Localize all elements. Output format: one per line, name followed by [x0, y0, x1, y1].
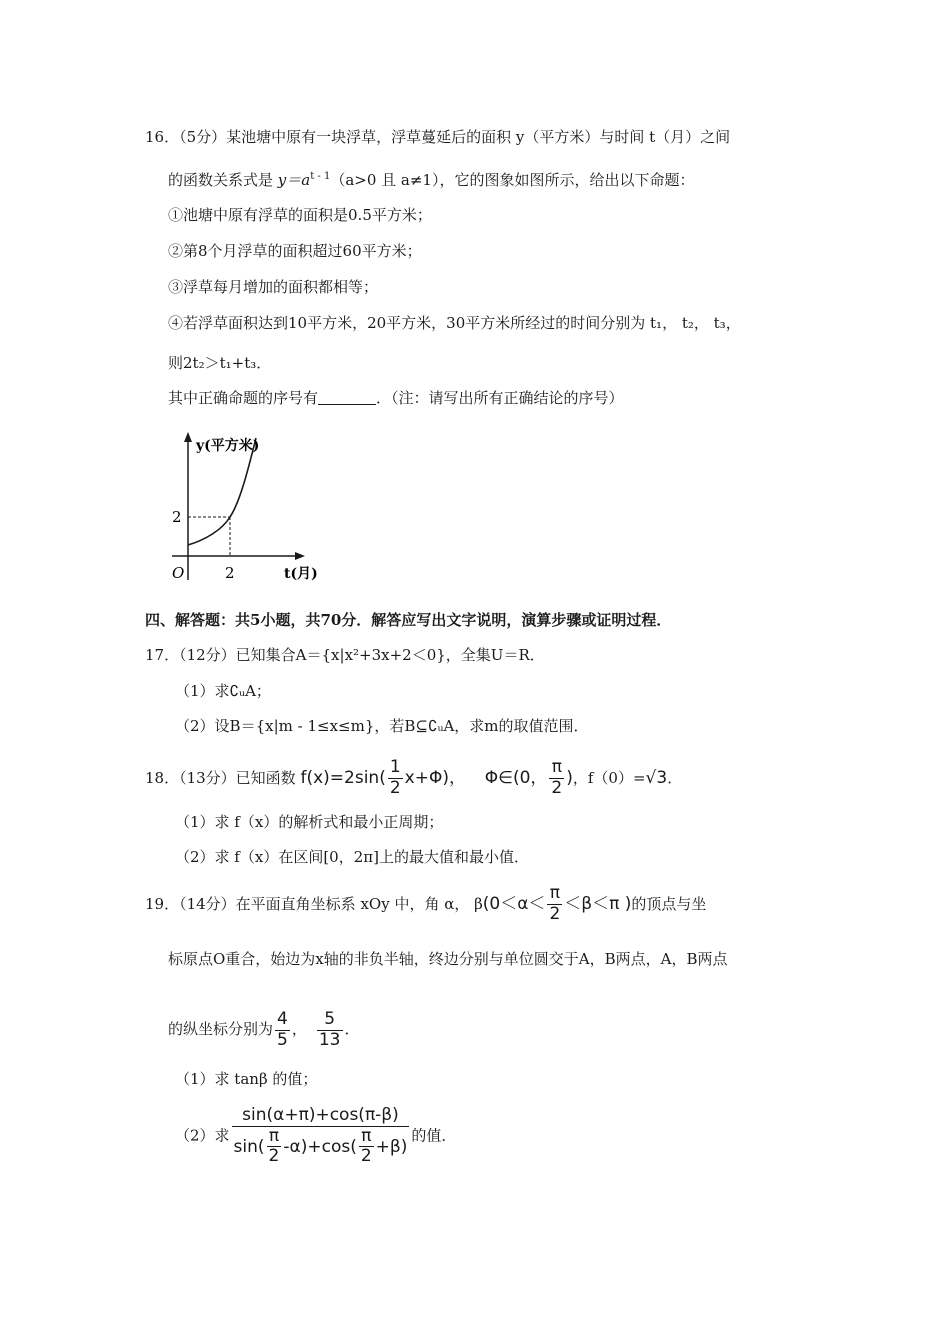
q17-part1: （1）求∁ᵤA；	[175, 682, 271, 700]
q18-stem-pre: 18．（13分）已知函数	[145, 769, 296, 788]
graph-origin: O	[172, 564, 185, 582]
q19-den-two1: 2	[268, 1146, 280, 1167]
q18-f0-end: ．	[667, 769, 683, 788]
x-axis-arrow-icon	[295, 552, 305, 560]
q19-big-num: sin(α+π)+cos(π-β)	[232, 1106, 410, 1127]
q16-line1: 16．（5分）某池塘中原有一块浮草，浮草蔓延后的面积 y（平方米）与时间 t（月）之间	[145, 128, 731, 146]
q16-prop-3: ③浮草每月增加的面积都相等；	[168, 278, 379, 296]
q19-a-num: 4	[277, 1009, 288, 1029]
graph-ylabel: y(平方米)	[196, 438, 260, 454]
q19-den-c: +β)	[375, 1136, 408, 1157]
q19-den-b: -α)+cos(	[283, 1136, 357, 1157]
q18-stem	[145, 758, 682, 798]
q16-prop-1: ①池塘中原有浮草的面积是0.5平方米；	[168, 206, 432, 224]
q19-big-fraction	[232, 1106, 410, 1167]
q18-f-pre: f(x)=2sin(	[300, 768, 386, 789]
q16-ask-pre: 其中正确命题的序号有	[168, 389, 319, 407]
q17-stem: 17．（12分）已知集合A＝{x|x²+3x+2＜0}，全集U＝R．	[145, 646, 545, 664]
q19-den-two2: 2	[360, 1146, 372, 1167]
q16-line2-post: （a>0 且 a≠1），它的图象如图所示，给出以下命题：	[330, 171, 695, 189]
q19-part2	[175, 1106, 456, 1167]
q18-half-fraction	[388, 758, 403, 798]
q19-line3	[168, 1010, 360, 1050]
graph-xlabel: t(月)	[284, 566, 318, 582]
q18-part2: （2）求 f（x）在区间[0，2π]上的最大值和最小值．	[175, 848, 529, 866]
q18-f0-pre: ，f（0）=	[572, 769, 646, 788]
q16-ask	[168, 389, 624, 407]
q19-line2: 标原点O重合，始边为x轴的非负半轴，终边分别与单位圆交于A，B两点，A，B两点	[168, 950, 728, 968]
q19-den-pi1: π	[267, 1127, 282, 1148]
q16-formula: y＝a	[277, 171, 311, 189]
q18-phi-den: 2	[551, 777, 563, 798]
q19-part1: （1）求 tanβ 的值；	[175, 1070, 318, 1088]
q18-phi-post: )	[566, 768, 573, 789]
q19-pi-half	[547, 884, 562, 924]
q16-prop-4-cont: 则2t₂＞t₁+t₃．	[168, 354, 272, 372]
q18-phi-range	[484, 757, 573, 798]
q19-frac-4-5	[275, 1010, 290, 1050]
q19-b-num: 5	[317, 1010, 343, 1031]
q18-part1: （1）求 f（x）的解析式和最小正周期；	[175, 813, 444, 831]
q19-line3-end: ．	[344, 1020, 360, 1039]
growth-curve	[188, 438, 256, 545]
q18-phi-pre: Φ∈(0，	[484, 768, 548, 789]
q19-cond-post: ＜β＜π )	[564, 894, 632, 915]
q19-stem-post: 的顶点与坐	[631, 895, 707, 914]
q18-f-num: 1	[389, 757, 401, 777]
q16-exponent: t - 1	[310, 171, 331, 182]
q18-pi-half	[549, 758, 564, 798]
q16-prop-2: ②第8个月浮草的面积超过60平方米；	[168, 242, 422, 260]
graph-ytick: 2	[172, 508, 182, 526]
q19-b-den: 13	[318, 1029, 341, 1050]
q18-sqrt3: √3	[645, 768, 668, 789]
q19-big-den	[232, 1127, 410, 1167]
q16-line2-pre: 的函数关系式是	[168, 171, 278, 189]
q19-sep: ，	[291, 1020, 307, 1039]
q19-den-pi-half-2	[359, 1127, 374, 1167]
y-axis-arrow-icon	[184, 432, 192, 442]
q19-line3-pre: 的纵坐标分别为	[168, 1020, 274, 1039]
graph-xtick: 2	[225, 564, 235, 582]
q16-prop-4: ④若浮草面积达到10平方米，20平方米，30平方米所经过的时间分别为 t₁， t₂， t₃，	[168, 314, 741, 332]
q19-den-pi-half-1	[267, 1127, 282, 1167]
q19-angle-condition	[482, 883, 632, 924]
q19-cond-num: π	[547, 884, 562, 905]
answer-blank	[318, 390, 376, 405]
q19-den-a: sin(	[233, 1136, 265, 1157]
q19-part2-pre: （2）求	[175, 1126, 230, 1145]
section-heading: 四、解答题：共5小题，共70分．解答应写出文字说明，演算步骤或证明过程．	[145, 611, 672, 629]
q19-stem-pre: 19．（14分）在平面直角坐标系 xOy 中，角 α， β	[145, 895, 483, 914]
q16-ask-post: ．（注：请写出所有正确结论的序号）	[376, 389, 624, 407]
q19-cond-pre: (0＜α＜	[482, 894, 546, 915]
q19-cond-den: 2	[549, 903, 561, 924]
q19-part2-post: 的值．	[411, 1126, 457, 1145]
q16-graph	[160, 430, 350, 590]
q19-a-den: 5	[277, 1029, 288, 1050]
q19-den-pi2: π	[359, 1127, 374, 1148]
q19-stem	[145, 884, 706, 924]
q18-function	[300, 757, 466, 798]
q16-line2	[168, 171, 694, 189]
q18-f-den: 2	[389, 777, 401, 798]
q19-frac-5-13	[317, 1010, 343, 1050]
q18-f-post: x+Φ)，	[404, 768, 466, 789]
q18-phi-num: π	[549, 758, 564, 779]
q17-part2: （2）设B＝{x|m - 1≤x≤m}，若B⊆∁ᵤA，求m的取值范围．	[175, 717, 589, 735]
